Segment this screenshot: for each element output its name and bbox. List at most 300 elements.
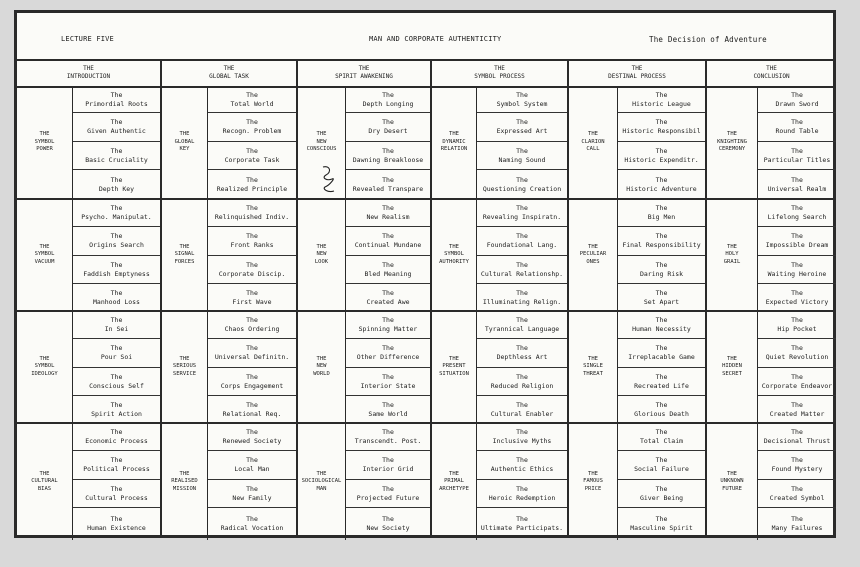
topic-cell [73, 200, 160, 227]
section-block [298, 424, 430, 540]
topic-cell [758, 339, 836, 368]
topic-article: The [655, 456, 668, 464]
column-header-line: SYMBOL PROCESS [474, 73, 525, 80]
column-header-line: GLOBAL TASK [209, 73, 249, 80]
topic-name: Illuminating Relign. [482, 297, 562, 306]
topic-article: The [791, 175, 803, 184]
topic-name: Giver Being [639, 493, 684, 502]
column-header-line: THE [223, 65, 235, 72]
topic-cell [758, 113, 836, 142]
topic-name: Economic Process [85, 437, 148, 445]
section-label-text: THE SYMBOL AUTHORITY [439, 243, 469, 265]
section-label-text: THE DYNAMIC RELATION [440, 131, 468, 153]
topic-name: First Wave [232, 297, 272, 306]
topic-article: The [516, 344, 528, 352]
section-label [707, 312, 758, 422]
topic-article: The [516, 175, 528, 184]
topic-cell [208, 368, 296, 396]
topic-cell [73, 368, 160, 396]
topic-name: Set Apart [643, 297, 680, 306]
section-label [17, 312, 73, 422]
section-block [17, 87, 160, 200]
topic-article: The [655, 175, 668, 184]
topic-cell [208, 113, 296, 142]
column-header [432, 60, 567, 88]
topic-article: The [110, 400, 123, 409]
topic-name: Relinquished Indiv. [214, 213, 290, 221]
topic-cell [208, 200, 296, 227]
column-header-line: THE [631, 65, 643, 72]
section-label-text: THE NEW CONSCIOUS [306, 131, 337, 153]
topic-cell [208, 284, 296, 311]
topic-cell [73, 170, 160, 199]
section-label [17, 87, 73, 198]
topic-cell [618, 256, 705, 284]
topic-name: Faddish Emptyness [83, 269, 150, 278]
section-label [298, 200, 346, 310]
title-bar [17, 13, 833, 61]
topic-name: Bled Meaning [364, 269, 412, 278]
topic-name: Origins Search [89, 241, 144, 249]
lecture-title: MAN AND CORPORATE AUTHENTICITY [369, 35, 502, 43]
topic-article: The [382, 288, 394, 297]
topic-name: Cultural Process [85, 493, 148, 502]
section-label-text: THE HIDDEN SECRET [722, 355, 742, 377]
section-label-text: THE REALISED MISSION [171, 470, 198, 492]
topic-name: Front Ranks [230, 241, 274, 249]
section-block [298, 200, 430, 312]
topic-name: Given Authentic [87, 127, 146, 135]
topic-name: Total Claim [639, 437, 684, 445]
lecture-subtitle: The Decision of Adventure [649, 35, 767, 44]
topic-article: The [246, 146, 258, 155]
topic-article: The [110, 146, 123, 155]
topic-name: Basic Cruciality [85, 155, 148, 164]
topic-name: Depth Key [98, 184, 135, 193]
section-cells [618, 87, 705, 198]
topic-cell [618, 480, 705, 508]
topic-cell [73, 284, 160, 311]
topic-cell [618, 170, 705, 199]
section-block [569, 200, 705, 312]
section-label [569, 87, 618, 198]
topic-article: The [110, 204, 123, 212]
topic-cell [208, 87, 296, 113]
topic-name: Relational Req. [222, 409, 282, 418]
topic-article: The [382, 260, 394, 269]
section-label-text: THE NEW WORLD [313, 355, 330, 377]
topic-cell [618, 284, 705, 311]
topic-cell [346, 312, 430, 339]
topic-cell [346, 424, 430, 451]
topic-name: Universal Realm [767, 184, 827, 193]
section-label-text: THE UNKNOWN FUTURE [720, 470, 744, 492]
section-label [707, 200, 758, 310]
topic-name: Big Men [647, 213, 676, 221]
topic-cell [477, 284, 567, 311]
section-label [707, 87, 758, 198]
topic-name: In Sei [104, 325, 129, 333]
column-0 [17, 60, 162, 535]
topic-article: The [110, 260, 123, 269]
topic-name: Manhood Loss [93, 297, 140, 306]
topic-cell [73, 312, 160, 339]
topic-name: Revealing Inspiratn. [482, 213, 562, 221]
topic-name: Final Responsibility [622, 241, 701, 249]
topic-name: Depth Longing [362, 99, 414, 108]
topic-cell [73, 508, 160, 539]
topic-article: The [382, 204, 394, 212]
section-cells [618, 200, 705, 310]
topic-cell [758, 508, 836, 539]
section-block [432, 312, 567, 424]
topic-cell [477, 256, 567, 284]
topic-cell [758, 451, 836, 480]
section-label [432, 312, 477, 422]
topic-article: The [516, 288, 528, 297]
topic-article: The [110, 344, 123, 352]
topic-cell [758, 368, 836, 396]
topic-article: The [655, 146, 668, 155]
topic-cell [346, 508, 430, 539]
topic-name: Cultural Relationshp. [480, 269, 564, 278]
topic-cell [477, 142, 567, 170]
section-label-text: THE FAMOUS PRICE [583, 470, 603, 492]
column-4 [569, 60, 707, 535]
topic-cell [758, 480, 836, 508]
topic-cell [758, 142, 836, 170]
topic-article: The [246, 372, 258, 381]
topic-article: The [655, 90, 668, 99]
section-label-text: THE KNIGHTING CEREMONY [717, 131, 747, 153]
section-cells [73, 424, 160, 540]
section-block [569, 312, 705, 424]
topic-cell [346, 113, 430, 142]
column-header [298, 60, 430, 88]
topic-article: The [655, 232, 668, 240]
topic-name: Round Table [775, 127, 819, 135]
topic-article: The [791, 146, 803, 155]
topic-article: The [110, 514, 123, 523]
topic-cell [477, 339, 567, 368]
topic-cell [758, 396, 836, 423]
topic-name: Questioning Creation [482, 184, 562, 193]
topic-cell [758, 312, 836, 339]
section-cells [346, 424, 430, 540]
topic-name: Corporate Endeavor [761, 381, 833, 390]
topic-cell [208, 480, 296, 508]
section-cells [208, 424, 296, 540]
topic-name: Masculine Spirit [630, 523, 693, 532]
topic-name: Irreplacable Game [628, 353, 695, 361]
section-label-text: THE CULTURAL BIAS [31, 470, 58, 492]
topic-cell [73, 227, 160, 256]
topic-name: Heroic Redemption [488, 493, 556, 502]
topic-name: Historic Responsibil [622, 127, 701, 135]
section-block [432, 87, 567, 200]
topic-cell [477, 87, 567, 113]
topic-name: Transcendt. Post. [354, 437, 422, 445]
topic-article: The [246, 428, 258, 436]
topic-article: The [791, 514, 803, 523]
section-label-text: THE PECULIAR ONES [579, 243, 607, 265]
topic-article: The [110, 118, 123, 126]
column-header [569, 60, 705, 88]
topic-article: The [791, 260, 803, 269]
topic-cell [208, 508, 296, 539]
lecture-label: LECTURE FIVE [61, 35, 114, 43]
topic-article: The [246, 400, 258, 409]
section-block [432, 424, 567, 540]
topic-article: The [791, 400, 803, 409]
topic-cell [73, 424, 160, 451]
topic-name: Continual Mundane [354, 241, 422, 249]
section-cells [346, 312, 430, 422]
section-label-text: THE SERIOUS SERVICE [172, 355, 197, 377]
topic-cell [618, 451, 705, 480]
topic-article: The [655, 316, 668, 324]
topic-name: Foundational Lang. [486, 241, 558, 249]
topic-article: The [110, 456, 123, 464]
topic-article: The [516, 456, 528, 464]
section-label [298, 87, 346, 198]
topic-name: Recogn. Problem [222, 127, 282, 135]
topic-article: The [516, 90, 528, 99]
topic-article: The [516, 372, 528, 381]
section-label [432, 424, 477, 540]
topic-name: Historic League [632, 99, 691, 108]
section-label [162, 424, 208, 540]
topic-article: The [655, 344, 668, 352]
topic-name: New Family [232, 493, 272, 502]
topic-article: The [655, 118, 668, 126]
topic-cell [208, 142, 296, 170]
topic-cell [346, 368, 430, 396]
section-label [432, 200, 477, 310]
topic-cell [73, 339, 160, 368]
topic-name: Corps Engagement [220, 381, 284, 390]
topic-cell [758, 170, 836, 199]
topic-cell [758, 200, 836, 227]
topic-name: Reduced Religion [490, 381, 554, 390]
topic-name: New Realism [366, 213, 410, 221]
topic-article: The [655, 260, 668, 269]
topic-article: The [246, 232, 258, 240]
topic-article: The [110, 372, 123, 381]
topic-article: The [110, 232, 123, 240]
topic-cell [477, 200, 567, 227]
topic-name: Renewed Society [222, 437, 282, 445]
topic-name: Hip Pocket [777, 325, 817, 333]
topic-name: Historic Adventure [626, 184, 697, 193]
topic-article: The [246, 118, 258, 126]
section-cells [208, 312, 296, 422]
section-label-text: THE SOCIOLOGICAL MAN [301, 470, 342, 492]
column-header-line: THE [494, 65, 505, 72]
topic-cell [73, 451, 160, 480]
topic-name: Universal Definitn. [214, 353, 290, 361]
topic-article: The [791, 90, 803, 99]
section-block [17, 312, 160, 424]
section-label [298, 424, 346, 540]
topic-name: Quiet Revolution [765, 353, 829, 361]
topic-name: Political Process [83, 465, 150, 473]
topic-cell [346, 256, 430, 284]
section-label-text: THE PRESENT SITUATION [439, 355, 469, 377]
topic-name: Ultimate Participats. [480, 523, 564, 532]
topic-cell [477, 312, 567, 339]
topic-article: The [382, 484, 394, 493]
topic-name: Symbol System [496, 99, 548, 108]
topic-article: The [246, 316, 258, 324]
topic-article: The [382, 118, 394, 126]
topic-article: The [382, 90, 394, 99]
section-cells [477, 424, 567, 540]
topic-cell [73, 142, 160, 170]
section-label [569, 424, 618, 540]
topic-cell [73, 480, 160, 508]
topic-cell [477, 113, 567, 142]
topic-article: The [791, 232, 803, 240]
section-block [707, 200, 836, 312]
topic-cell [477, 368, 567, 396]
section-cells [477, 312, 567, 422]
topic-cell [618, 424, 705, 451]
topic-cell [618, 312, 705, 339]
section-cells [477, 200, 567, 310]
topic-cell [208, 256, 296, 284]
topic-article: The [110, 90, 123, 99]
topic-article: The [791, 428, 803, 436]
topic-article: The [110, 484, 123, 493]
section-cells [208, 87, 296, 198]
topic-name: Expressed Art [496, 127, 548, 135]
topic-name: Primordial Roots [85, 99, 148, 108]
topic-name: Dry Desert [368, 127, 408, 135]
topic-cell [618, 227, 705, 256]
section-label-text: THE SYMBOL POWER [34, 131, 55, 153]
column-header-line: DESTINAL PROCESS [608, 73, 666, 80]
topic-name: Human Necessity [632, 325, 691, 333]
column-header-line: THE [83, 65, 94, 72]
section-cells [618, 312, 705, 422]
topic-cell [346, 142, 430, 170]
topic-cell [346, 451, 430, 480]
topic-name: Corporate Discip. [218, 269, 286, 278]
topic-name: Lifelong Search [767, 213, 827, 221]
topic-article: The [246, 90, 258, 99]
topic-name: Revealed Transpare [352, 184, 424, 193]
section-block [707, 87, 836, 200]
topic-name: Naming Sound [498, 155, 546, 164]
topic-name: Interior State [360, 381, 416, 390]
topic-cell [208, 339, 296, 368]
topic-name: Daring Risk [639, 269, 684, 278]
topic-article: The [791, 288, 803, 297]
topic-name: New Society [366, 523, 410, 532]
topic-cell [208, 396, 296, 423]
topic-article: The [382, 514, 394, 523]
topic-name: Cultural Enabler [490, 409, 554, 418]
topic-name: Human Existence [87, 523, 146, 532]
section-block [569, 87, 705, 200]
topic-article: The [246, 175, 258, 184]
section-label-text: THE CLARION CALL [581, 131, 605, 153]
topic-name: Created Awe [366, 297, 410, 306]
topic-cell [758, 284, 836, 311]
topic-article: The [655, 484, 668, 493]
topic-article: The [246, 260, 258, 269]
topic-article: The [110, 175, 123, 184]
topic-cell [477, 480, 567, 508]
topic-article: The [516, 484, 528, 493]
topic-cell [346, 87, 430, 113]
topic-article: The [382, 456, 394, 464]
topic-name: Inclusive Myths [492, 437, 552, 445]
section-label-text: THE SYMBOL IDEOLOGY [31, 355, 58, 377]
section-label [707, 424, 758, 540]
section-cells [73, 200, 160, 310]
topic-cell [208, 170, 296, 199]
topic-article: The [791, 204, 803, 212]
topic-article: The [382, 344, 394, 352]
topic-article: The [382, 175, 394, 184]
topic-name: Corporate Task [224, 155, 280, 164]
topic-name: Drawn Sword [775, 99, 819, 108]
topic-article: The [655, 288, 668, 297]
topic-cell [73, 113, 160, 142]
topic-article: The [655, 400, 668, 409]
topic-name: Interior Grid [362, 465, 414, 473]
topic-article: The [655, 204, 668, 212]
topic-cell [618, 142, 705, 170]
topic-name: Realized Principle [216, 184, 288, 193]
section-block [707, 424, 836, 540]
topic-name: Particular Titles [763, 155, 831, 164]
topic-cell [477, 424, 567, 451]
column-header-line: THE [766, 65, 777, 72]
section-cells [73, 312, 160, 422]
topic-cell [618, 339, 705, 368]
topic-article: The [516, 146, 528, 155]
topic-cell [477, 396, 567, 423]
section-label-text: THE SIGNAL FORCES [174, 243, 195, 265]
topic-cell [618, 87, 705, 113]
topic-article: The [246, 344, 258, 352]
section-label-text: THE SYMBOL VACUUM [34, 243, 55, 265]
topic-article: The [246, 288, 258, 297]
topic-article: The [516, 514, 528, 523]
chart-grid [17, 60, 833, 535]
section-label [17, 200, 73, 310]
topic-name: Same World [368, 409, 408, 418]
column-3 [432, 60, 569, 535]
topic-name: Tyrannical Language [484, 325, 560, 333]
section-label-text: THE HOLY GRAIL [723, 243, 741, 265]
topic-name: Dawning Breakloose [352, 155, 424, 164]
section-label [17, 424, 73, 540]
topic-cell [346, 396, 430, 423]
topic-article: The [516, 316, 528, 324]
topic-name: Impossible Dream [765, 241, 829, 249]
topic-cell [208, 451, 296, 480]
topic-name: Found Mystery [771, 465, 823, 473]
column-header [707, 60, 836, 88]
column-header [162, 60, 296, 88]
column-1 [162, 60, 298, 535]
topic-name: Historic Expenditr. [624, 155, 699, 164]
section-label [432, 87, 477, 198]
